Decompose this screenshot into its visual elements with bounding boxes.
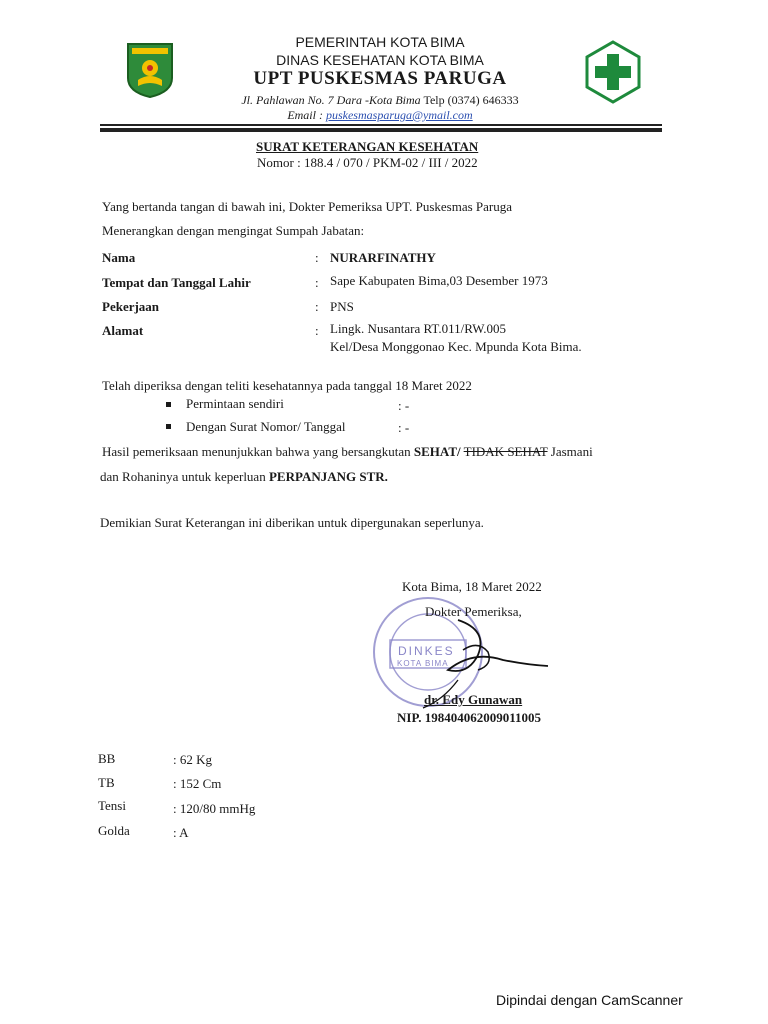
result-pre: Hasil pemeriksaan menunjukkan bahwa yang bersangkutan bbox=[102, 444, 411, 459]
field-colon: : bbox=[315, 323, 319, 338]
result-sehat: SEHAT/ bbox=[413, 444, 461, 459]
result-tidak-sehat: TIDAK SEHAT bbox=[463, 444, 548, 459]
gov-line: PEMERINTAH KOTA BIMA bbox=[295, 34, 465, 50]
field-value-address-1: Lingk. Nusantara RT.011/RW.005 bbox=[330, 321, 507, 336]
closing-line: Demikian Surat Keterangan ini diberikan untuk dipergunakan seperlunya. bbox=[100, 515, 484, 530]
doc-title: SURAT KETERANGAN KESEHATAN bbox=[256, 139, 479, 154]
purpose-line bbox=[100, 469, 388, 485]
email-link[interactable]: puskesmasparuga@ymail.com bbox=[325, 108, 473, 122]
sign-role: Dokter Pemeriksa, bbox=[425, 604, 522, 619]
intro-line-2: Menerangkan dengan mengingat Sumpah Jabatan: bbox=[102, 223, 365, 238]
bullet-label-2: Dengan Surat Nomor/ Tanggal bbox=[186, 419, 346, 434]
field-label-address: Alamat bbox=[102, 323, 144, 338]
org-address: Jl. Pahlawan No. 7 Dara -Kota Bima bbox=[241, 93, 421, 107]
bullet-value-2: : - bbox=[398, 420, 410, 435]
field-label-job: Pekerjaan bbox=[102, 299, 160, 314]
field-value-address-2: Kel/Desa Monggonao Kec. Mpunda Kota Bima. bbox=[330, 339, 582, 354]
scanner-watermark: Dipindai dengan CamScanner bbox=[496, 992, 683, 1008]
field-value-name: NURARFINATHY bbox=[330, 250, 436, 265]
bullet-marker bbox=[166, 402, 171, 407]
org-address-line bbox=[170, 93, 590, 108]
field-value-job: PNS bbox=[330, 299, 354, 314]
doc-number: Nomor : 188.4 / 070 / PKM-02 / III / 2022 bbox=[257, 155, 478, 170]
field-colon: : bbox=[315, 299, 319, 314]
dept-line: DINAS KESEHATAN KOTA BIMA bbox=[276, 52, 484, 68]
stamp-subtext: KOTA BIMA bbox=[397, 659, 449, 668]
signer-nip: NIP. 198404062009011005 bbox=[397, 710, 541, 725]
result-post: Jasmani bbox=[550, 444, 593, 459]
examined-line: Telah diperiksa dengan teliti kesehatannya pada tanggal 18 Maret 2022 bbox=[102, 378, 472, 393]
field-colon: : bbox=[315, 250, 319, 265]
bullet-label-1: Permintaan sendiri bbox=[186, 396, 284, 411]
result-line bbox=[102, 444, 593, 460]
vital-label-golda: Golda bbox=[98, 823, 130, 838]
org-title: UPT PUSKESMAS PARUGA bbox=[253, 68, 507, 89]
purpose-pre: dan Rohaninya untuk keperluan bbox=[100, 469, 266, 484]
city-logo bbox=[126, 42, 174, 98]
intro-line-1: Yang bertanda tangan di bawah ini, Dokter Pemeriksa UPT. Puskesmas Paruga bbox=[102, 199, 513, 214]
vital-value-golda: : A bbox=[173, 825, 189, 840]
vital-value-bb: : 62 Kg bbox=[173, 752, 212, 767]
bullet-value-1: : - bbox=[398, 398, 410, 413]
vital-value-tb: : 152 Cm bbox=[173, 776, 222, 791]
vital-label-bb: BB bbox=[98, 751, 116, 766]
header-rule-thin bbox=[100, 124, 662, 126]
vital-label-tensi: Tensi bbox=[98, 798, 126, 813]
sign-place-date: Kota Bima, 18 Maret 2022 bbox=[402, 579, 542, 594]
field-label-name: Nama bbox=[102, 250, 136, 265]
field-label-birth: Tempat dan Tanggal Lahir bbox=[102, 275, 251, 290]
puskesmas-logo bbox=[584, 40, 642, 104]
org-email-line bbox=[170, 108, 590, 123]
vital-label-tb: TB bbox=[98, 775, 115, 790]
email-label: Email : bbox=[287, 108, 323, 122]
signer-name: dr. Edy Gunawan bbox=[424, 692, 523, 707]
vital-value-tensi: : 120/80 mmHg bbox=[173, 801, 256, 816]
purpose-value: PERPANJANG STR. bbox=[268, 469, 388, 484]
bullet-marker bbox=[166, 424, 171, 429]
field-colon: : bbox=[315, 275, 319, 290]
header-rule-thick bbox=[100, 128, 662, 132]
field-value-birth: Sape Kabupaten Bima,03 Desember 1973 bbox=[330, 273, 548, 288]
stamp-text: DINKES bbox=[398, 644, 455, 658]
org-phone: Telp (0374) 646333 bbox=[423, 93, 519, 107]
